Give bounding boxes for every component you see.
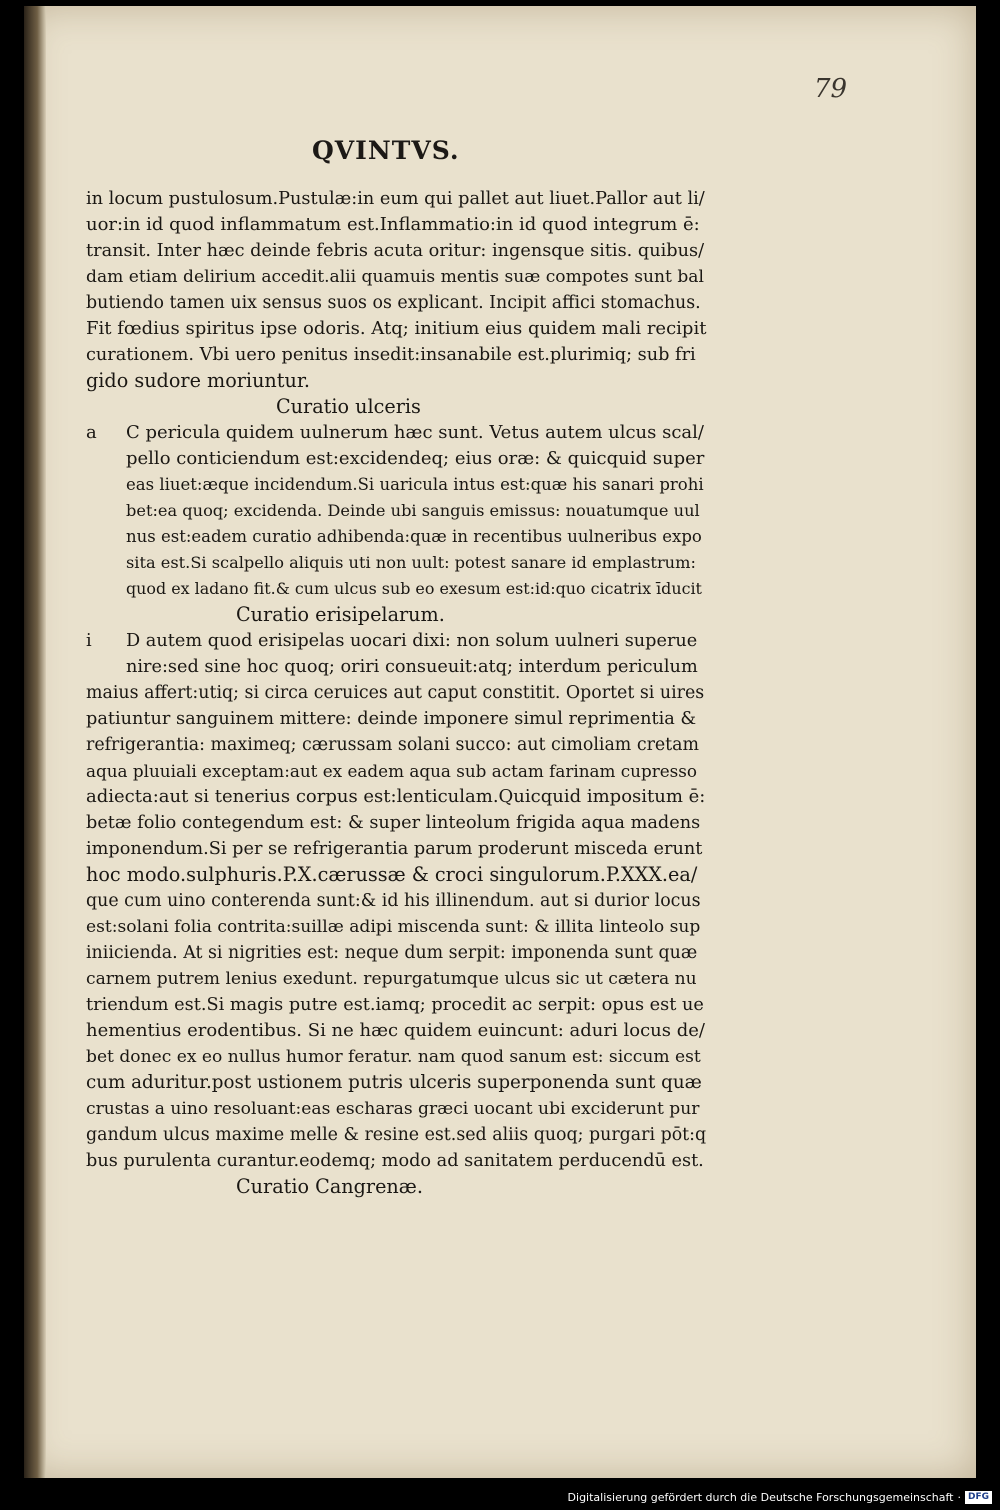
text-line: nus est:eadem curatio adhibenda:quæ in recentibus uulneribus expo — [126, 527, 702, 546]
text-block — [86, 186, 706, 1200]
text-line: gandum ulcus maxime melle & resine est.sed aliis quoq; purgari pōt:q — [86, 1125, 707, 1145]
text-line: eas liuet:æque incidendum.Si uaricula intus est:quæ his sanari prohi — [126, 475, 704, 494]
text-line: bus purulenta curantur.eodemq; modo ad sanitatem perducendū est. — [86, 1151, 704, 1171]
rubric-erisipelarum: Curatio erisipelarum. — [236, 603, 445, 626]
text-line: quod ex ladano fit.& cum ulcus sub eo exesum est:id:quo cicatrix īducit — [126, 579, 702, 598]
text-line: sita est.Si scalpello aliquis uti non uult: potest sanare id emplastrum: — [126, 553, 696, 572]
rubric-cangrenae: Curatio Cangrenæ. — [236, 1175, 423, 1198]
text-line: curationem. Vbi uero penitus insedit:insanabile est.plurimiq; sub fri — [86, 345, 696, 365]
text-line: in locum pustulosum.Pustulæ:in eum qui pallet aut liuet.Pallor aut li/ — [86, 189, 705, 209]
text-line: que cum uino conterenda sunt:& id his illinendum. aut si durior locus — [86, 891, 701, 911]
text-line: maius affert:utiq; si circa ceruices aut caput constitit. Oportet si uires — [86, 683, 705, 703]
text-line: transit. Inter hæc deinde febris acuta oritur: ingensque sitis. quibus/ — [86, 241, 705, 261]
text-line: Fit fœdius spiritus ipse odoris. Atq; initium eius quidem mali recipit — [86, 318, 707, 339]
margin-mark-i: i — [86, 631, 92, 651]
text-line: refrigerantia: maximeq; cærussam solani succo: aut cimoliam cretam — [86, 735, 700, 755]
margin-mark-a: a — [86, 422, 97, 443]
text-line: carnem putrem lenius exedunt. repurgatumque ulcus sic ut cætera nu — [86, 969, 697, 989]
text-line: hoc modo.sulphuris.P.X.cærussæ & croci singulorum.P.XXX.ea/ — [86, 863, 698, 886]
text-line: dam etiam delirium accedit.alii quamuis mentis suæ compotes sunt bal — [86, 267, 704, 287]
text-line: bet donec ex eo nullus humor feratur. nam quod sanum est: siccum est — [86, 1047, 701, 1067]
text-line: adiecta:aut si tenerius corpus est:lenticulam.Quicquid impositum ē: — [86, 786, 706, 807]
paragraph-i — [86, 628, 706, 1174]
footer-credit: Digitalisierung gefördert durch die Deutsche Forschungsgemeinschaft · DFG — [568, 1491, 992, 1504]
text-line: nire:sed sine hoc quoq; oriri consueuit:atq; interdum periculum — [126, 657, 698, 677]
opening-paragraph — [86, 186, 706, 394]
text-line: iniicienda. At si nigrities est: neque dum serpit: imponenda sunt quæ — [86, 943, 698, 963]
text-line: butiendo tamen uix sensus suos os explicant. Incipit affici stomachus. — [86, 293, 701, 313]
binding-spine — [24, 6, 46, 1478]
running-head: QVINTVS. — [312, 136, 460, 165]
text-line: hementius erodentibus. Si ne hæc quidem euincunt: aduri locus de/ — [86, 1020, 705, 1041]
rubric-ulceris: Curatio ulceris — [276, 395, 421, 418]
text-line: pello conticiendum est:excidendeq; eius oræ: & quicquid super — [126, 448, 705, 469]
manuscript-page — [24, 6, 976, 1478]
paragraph-a — [86, 420, 706, 602]
text-line: bet:ea quoq; excidenda. Deinde ubi sanguis emissus: nouatumque uul — [126, 501, 700, 520]
text-line: D autem quod erisipelas uocari dixi: non solum uulneri superue — [126, 631, 698, 651]
text-line: gido sudore moriuntur. — [86, 369, 311, 392]
text-line: aqua pluuiali exceptam:aut ex eadem aqua sub actam farinam cupresso — [86, 761, 697, 781]
text-line: C pericula quidem uulnerum hæc sunt. Vetus autem ulcus scal/ — [126, 422, 704, 443]
text-line: patiuntur sanguinem mittere: deinde imponere simul reprimentia & — [86, 709, 697, 729]
text-line: uor:in id quod inflammatum est.Inflammatio:in id quod integrum ē: — [86, 214, 700, 235]
text-line: crustas a uino resoluant:eas escharas græci uocant ubi exciderunt pur — [86, 1099, 700, 1119]
text-line: betæ folio contegendum est: & super linteolum frigida aqua madens — [86, 813, 701, 833]
text-line: est:solani folia contrita:suillæ adipi miscenda sunt: & illita linteolo sup — [86, 917, 701, 937]
text-line: imponendum.Si per se refrigerantia parum proderunt misceda erunt — [86, 839, 703, 859]
dfg-logo: DFG — [965, 1491, 992, 1504]
text-line: triendum est.Si magis putre est.iamq; procedit ac serpit: opus est ue — [86, 995, 704, 1015]
folio-number: 79 — [814, 74, 848, 104]
footer-text: Digitalisierung gefördert durch die Deutsche Forschungsgemeinschaft — [567, 1491, 954, 1504]
text-line: cum aduritur.post ustionem putris ulceris superponenda sunt quæ — [86, 1072, 702, 1093]
